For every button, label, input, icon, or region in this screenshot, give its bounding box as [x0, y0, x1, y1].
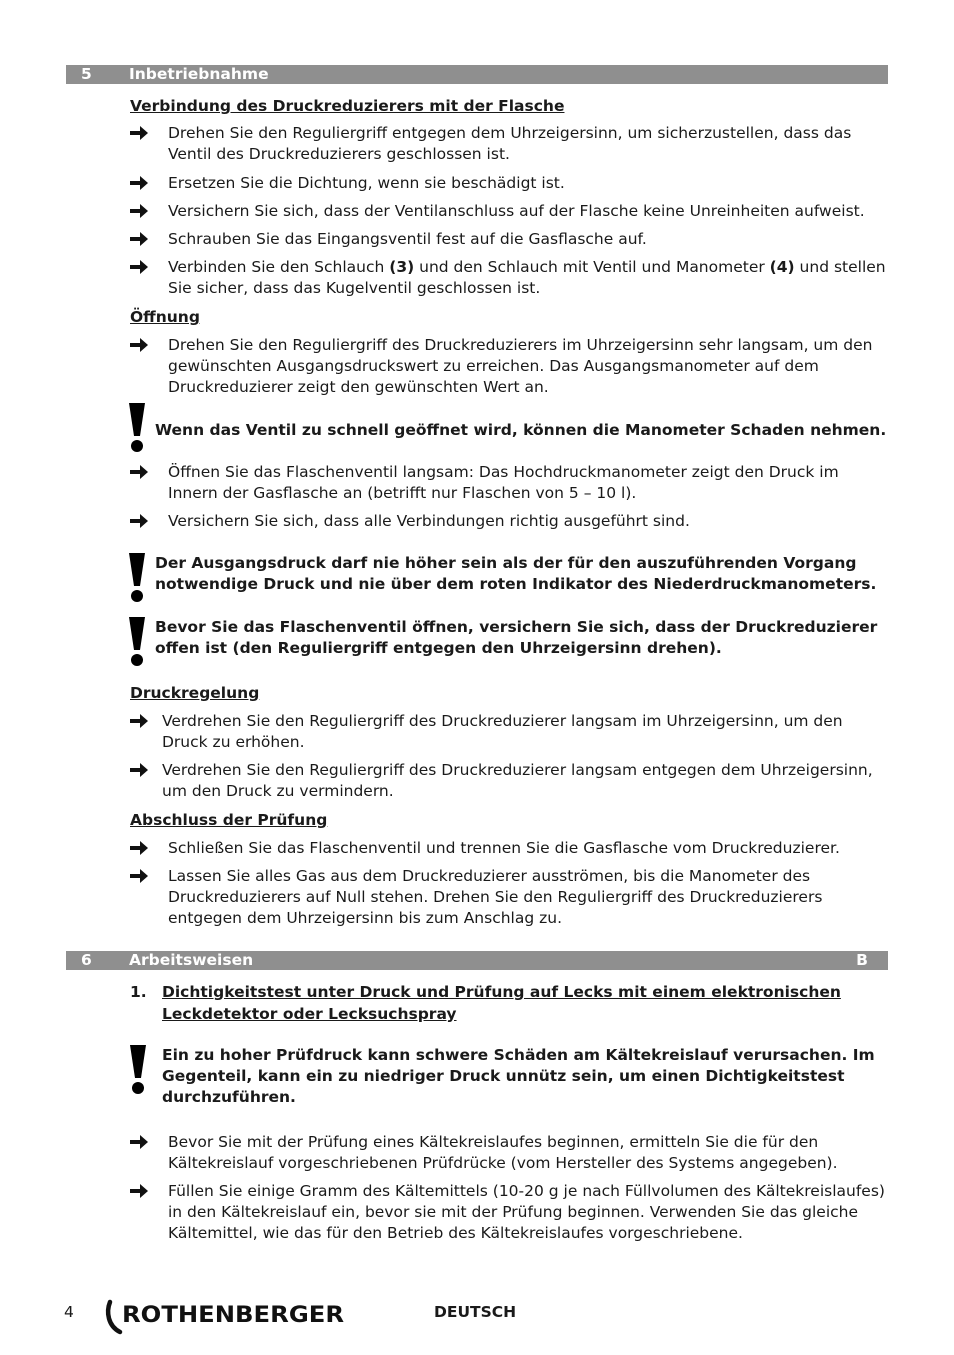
arrow-right-icon	[130, 840, 148, 856]
section-header-5	[66, 65, 888, 84]
warning-note: Ein zu hoher Prüfdruck kann schwere Schäden am Kältekreislauf verursachen. Im Gegenteil, kann ein zu niedriger Druck unnütz sein, um einen Dichtigkeitstest durchzuführen.	[127, 1045, 888, 1108]
arrow-right-icon	[130, 1134, 148, 1150]
arrow-right-icon	[130, 175, 148, 191]
list-item: Versichern Sie sich, dass der Ventilanschluss auf der Flasche keine Unreinheiten aufweist.	[130, 201, 888, 222]
section-number: 5	[81, 65, 92, 83]
arrow-right-icon	[130, 868, 148, 884]
numbered-heading: 1. Dichtigkeitstest unter Druck und Prüfung auf Lecks mit einem elektronischen Leckdetektor oder Lecksuchspray	[130, 983, 841, 1023]
section-number: 6	[81, 951, 92, 969]
exclamation-icon	[126, 617, 148, 667]
warning-note: Der Ausgangsdruck darf nie höher sein als der für den auszuführenden Vorgang notwendige Druck und nie über dem roten Indikator des Niederdruckmanometers.	[126, 553, 888, 595]
rothenberger-logo	[104, 1296, 350, 1338]
list-item: Versichern Sie sich, dass alle Verbindungen richtig ausgeführt sind.	[130, 511, 888, 532]
exclamation-icon	[126, 553, 148, 603]
list-item: Lassen Sie alles Gas aus dem Druckreduzierer ausströmen, bis die Manometer des Druckreduzierers auf Null stehen. Drehen Sie den Reguliergriff des Druckreduzierers entgegen dem Uhrzeigersinn bis zum Anschlag zu.	[130, 866, 888, 929]
page-number: 4	[64, 1303, 74, 1321]
arrow-right-icon	[130, 1183, 148, 1199]
section-header-6	[66, 951, 888, 970]
list-item: Bevor Sie mit der Prüfung eines Kältekreislaufes beginnen, ermitteln Sie die für den Kältekreislauf vorgeschriebenen Prüfdrücke (vom Hersteller des Systems angegeben).	[130, 1132, 888, 1174]
arrow-right-icon	[130, 337, 148, 353]
subheading-regulation: Druckregelung	[130, 684, 260, 702]
arrow-right-icon	[130, 231, 148, 247]
list-item: Verdrehen Sie den Reguliergriff des Druckreduzierer langsam im Uhrzeigersinn, um den Druck zu erhöhen.	[130, 711, 888, 753]
subheading-finish: Abschluss der Prüfung	[130, 811, 328, 829]
arrow-right-icon	[130, 464, 148, 480]
arrow-right-icon	[130, 125, 148, 141]
list-item: Ersetzen Sie die Dichtung, wenn sie beschädigt ist.	[130, 173, 888, 194]
section-tag: B	[856, 951, 868, 969]
list-item: Schließen Sie das Flaschenventil und trennen Sie die Gasflasche vom Druckreduzierer.	[130, 838, 888, 859]
brand-text: ROTHENBERGER	[122, 1303, 345, 1328]
list-item: Drehen Sie den Reguliergriff des Druckreduzierers im Uhrzeigersinn sehr langsam, um den gewünschten Ausgangsdruckswert zu erreichen. Das Ausgangsmanometer auf dem Druckreduzierer zeigt den gewünschten Wert an.	[130, 335, 888, 398]
subheading-opening: Öffnung	[130, 308, 200, 326]
arrow-right-icon	[130, 513, 148, 529]
list-item: Füllen Sie einige Gramm des Kältemittels (10-20 g je nach Füllvolumen des Kältekreislaufes) in den Kältekreislauf ein, bevor sie mit der Prüfung beginnen. Verwenden Sie das gleiche Kältemittel, wie das für den Betrieb des Kältekreislaufes vorgeschriebene.	[130, 1181, 888, 1244]
list-item: Schrauben Sie das Eingangsventil fest auf die Gasflasche auf.	[130, 229, 888, 250]
arrow-right-icon	[130, 203, 148, 219]
exclamation-icon	[127, 1045, 149, 1095]
subheading-connection: Verbindung des Druckreduzierers mit der Flasche	[130, 97, 565, 115]
list-item: Öffnen Sie das Flaschenventil langsam: Das Hochdruckmanometer zeigt den Druck im Innern der Gasflasche an (betrifft nur Flaschen von 5 – 10 l).	[130, 462, 888, 504]
warning-note: Wenn das Ventil zu schnell geöffnet wird, können die Manometer Schaden nehmen.	[126, 403, 888, 441]
list-item: Verdrehen Sie den Reguliergriff des Druckreduzierer langsam entgegen dem Uhrzeigersinn, um den Druck zu vermindern.	[130, 760, 888, 802]
section-title: Inbetriebnahme	[129, 65, 269, 83]
exclamation-icon	[126, 403, 148, 453]
warning-note: Bevor Sie das Flaschenventil öffnen, versichern Sie sich, dass der Druckreduzierer offen ist (den Reguliergriff entgegen den Uhrzeigersinn drehen).	[126, 617, 888, 659]
list-item: Drehen Sie den Reguliergriff entgegen dem Uhrzeigersinn, um sicherzustellen, dass das Ventil des Druckreduzierers geschlossen ist.	[130, 123, 888, 165]
list-item: Verbinden Sie den Schlauch (3) und den Schlauch mit Ventil und Manometer (4) und stellen Sie sicher, dass das Kugelventil geschlossen ist.	[130, 257, 888, 299]
arrow-right-icon	[130, 713, 148, 729]
arrow-right-icon	[130, 762, 148, 778]
section-title: Arbeitsweisen	[129, 951, 254, 969]
arrow-right-icon	[130, 259, 148, 275]
footer-language: DEUTSCH	[434, 1303, 517, 1321]
